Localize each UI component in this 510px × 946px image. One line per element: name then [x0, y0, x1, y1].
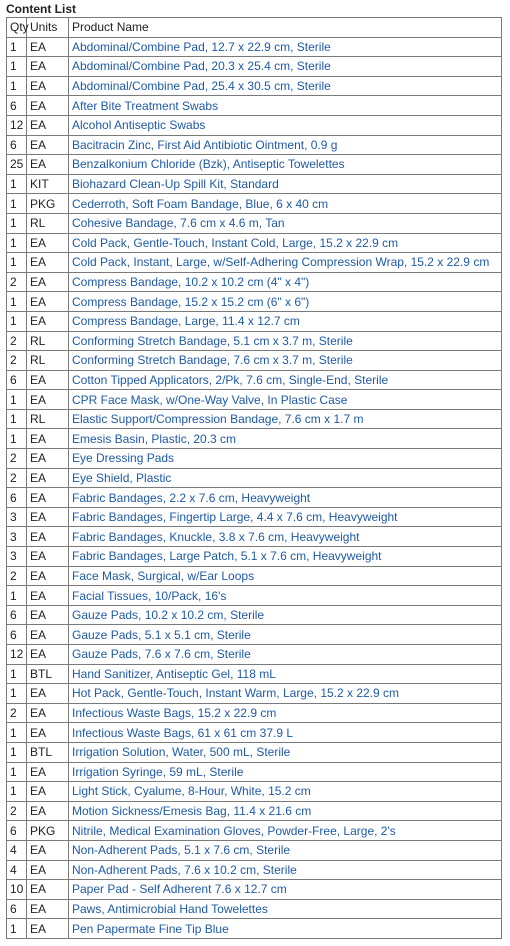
row-qty: 2 — [7, 331, 27, 351]
row-qty: 1 — [7, 213, 27, 233]
row-units: EA — [27, 272, 69, 292]
row-units: EA — [27, 429, 69, 449]
row-qty: 6 — [7, 899, 27, 919]
row-qty: 6 — [7, 370, 27, 390]
row-qty: 1 — [7, 664, 27, 684]
row-units: EA — [27, 527, 69, 547]
product-link[interactable]: Light Stick, Cyalume, 8-Hour, White, 15.2 cm — [72, 784, 311, 799]
row-product-cell — [69, 155, 502, 175]
row-product-cell — [69, 586, 502, 606]
row-product-cell — [69, 213, 502, 233]
row-product-cell — [69, 664, 502, 684]
table-row — [7, 468, 502, 488]
row-product-cell — [69, 625, 502, 645]
table-row — [7, 351, 502, 371]
table-header-row — [7, 18, 502, 38]
row-qty: 3 — [7, 547, 27, 567]
table-row — [7, 409, 502, 429]
row-product-cell — [69, 605, 502, 625]
row-qty: 1 — [7, 194, 27, 214]
table-row — [7, 625, 502, 645]
table-row — [7, 370, 502, 390]
row-product-cell — [69, 527, 502, 547]
row-qty: 1 — [7, 684, 27, 704]
row-qty: 2 — [7, 272, 27, 292]
table-row — [7, 586, 502, 606]
row-product-cell — [69, 370, 502, 390]
table-row — [7, 194, 502, 214]
row-units: EA — [27, 468, 69, 488]
row-product-cell — [69, 782, 502, 802]
table-row — [7, 233, 502, 253]
product-link[interactable]: After Bite Treatment Swabs — [72, 98, 219, 113]
row-units: EA — [27, 899, 69, 919]
row-units: EA — [27, 605, 69, 625]
row-units: EA — [27, 37, 69, 57]
table-row — [7, 213, 502, 233]
row-units: RL — [27, 409, 69, 429]
table-row — [7, 840, 502, 860]
product-link[interactable]: CPR Face Mask, w/One-Way Valve, In Plastic Case — [72, 392, 348, 407]
row-product-cell — [69, 253, 502, 273]
product-link[interactable]: Emesis Basin, Plastic, 20.3 cm — [72, 431, 237, 446]
row-units: EA — [27, 919, 69, 939]
row-qty: 6 — [7, 488, 27, 508]
table-row — [7, 899, 502, 919]
row-qty: 2 — [7, 703, 27, 723]
row-qty: 2 — [7, 351, 27, 371]
row-units: EA — [27, 135, 69, 155]
table-row — [7, 664, 502, 684]
table-row — [7, 76, 502, 96]
product-link[interactable]: Cold Pack, Gentle-Touch, Instant Cold, Large, 15.2 x 22.9 cm — [72, 235, 399, 250]
table-row — [7, 762, 502, 782]
row-qty: 1 — [7, 390, 27, 410]
row-units: EA — [27, 76, 69, 96]
table-row — [7, 801, 502, 821]
row-product-cell — [69, 468, 502, 488]
row-units: EA — [27, 880, 69, 900]
product-link[interactable]: Bacitracin Zinc, First Aid Antibiotic Ointment, 0.9 g — [72, 137, 338, 152]
row-units: EA — [27, 625, 69, 645]
row-qty: 2 — [7, 449, 27, 469]
row-qty: 1 — [7, 919, 27, 939]
product-link[interactable]: Compress Bandage, 10.2 x 10.2 cm (4" x 4") — [72, 275, 310, 290]
row-product-cell — [69, 821, 502, 841]
product-link[interactable]: Irrigation Syringe, 59 mL, Sterile — [72, 764, 244, 779]
row-qty: 4 — [7, 840, 27, 860]
table-row — [7, 390, 502, 410]
row-product-cell — [69, 507, 502, 527]
row-product-cell — [69, 566, 502, 586]
table-row — [7, 507, 502, 527]
table-row — [7, 57, 502, 77]
row-units: EA — [27, 801, 69, 821]
row-units: EA — [27, 645, 69, 665]
product-link[interactable]: Alcohol Antiseptic Swabs — [72, 118, 206, 133]
row-qty: 1 — [7, 762, 27, 782]
row-product-cell — [69, 351, 502, 371]
row-product-cell — [69, 292, 502, 312]
product-link[interactable]: Cold Pack, Instant, Large, w/Self-Adhering Compression Wrap, 15.2 x 22.9 cm — [72, 255, 490, 270]
product-link[interactable]: Paper Pad - Self Adherent 7.6 x 12.7 cm — [72, 882, 287, 897]
row-product-cell — [69, 76, 502, 96]
row-product-cell — [69, 96, 502, 116]
product-link[interactable]: Elastic Support/Compression Bandage, 7.6 cm x 1.7 m — [72, 412, 364, 427]
product-link[interactable]: Face Mask, Surgical, w/Ear Loops — [72, 568, 255, 583]
row-product-cell — [69, 899, 502, 919]
row-units: EA — [27, 96, 69, 116]
product-link[interactable]: Fabric Bandages, Knuckle, 3.8 x 7.6 cm, Heavyweight — [72, 529, 360, 544]
row-qty: 6 — [7, 135, 27, 155]
row-units: PKG — [27, 194, 69, 214]
product-link[interactable]: Compress Bandage, 15.2 x 15.2 cm (6" x 6") — [72, 294, 310, 309]
row-qty: 1 — [7, 311, 27, 331]
row-units: EA — [27, 547, 69, 567]
product-link[interactable]: Irrigation Solution, Water, 500 mL, Sterile — [72, 745, 291, 760]
product-link[interactable]: Biohazard Clean-Up Spill Kit, Standard — [72, 177, 279, 192]
table-row — [7, 742, 502, 762]
table-row — [7, 311, 502, 331]
row-product-cell — [69, 488, 502, 508]
row-qty: 1 — [7, 292, 27, 312]
row-units: EA — [27, 57, 69, 77]
row-qty: 2 — [7, 468, 27, 488]
row-qty: 6 — [7, 96, 27, 116]
row-product-cell — [69, 233, 502, 253]
row-qty: 1 — [7, 57, 27, 77]
product-link[interactable]: Conforming Stretch Bandage, 7.6 cm x 3.7 m, Sterile — [72, 353, 353, 368]
product-link[interactable]: Abdominal/Combine Pad, 25.4 x 30.5 cm, Sterile — [72, 79, 331, 94]
row-product-cell — [69, 723, 502, 743]
product-link[interactable]: Nitrile, Medical Examination Gloves, Powder-Free, Large, 2's — [72, 823, 396, 838]
row-units: EA — [27, 860, 69, 880]
content-table — [6, 17, 502, 939]
row-units: EA — [27, 115, 69, 135]
row-product-cell — [69, 742, 502, 762]
product-link[interactable]: Compress Bandage, Large, 11.4 x 12.7 cm — [72, 314, 300, 329]
row-units: EA — [27, 311, 69, 331]
table-row — [7, 429, 502, 449]
product-link[interactable]: Fabric Bandages, 2.2 x 7.6 cm, Heavyweight — [72, 490, 311, 505]
table-row — [7, 860, 502, 880]
table-row — [7, 174, 502, 194]
row-product-cell — [69, 547, 502, 567]
row-product-cell — [69, 860, 502, 880]
table-row — [7, 488, 502, 508]
row-qty: 2 — [7, 801, 27, 821]
column-header-product-name: Product Name — [69, 18, 502, 38]
product-link[interactable]: Abdominal/Combine Pad, 12.7 x 22.9 cm, Sterile — [72, 39, 331, 54]
table-row — [7, 96, 502, 116]
table-row — [7, 566, 502, 586]
row-qty: 1 — [7, 409, 27, 429]
product-link[interactable]: Gauze Pads, 5.1 x 5.1 cm, Sterile — [72, 627, 251, 642]
row-units: BTL — [27, 664, 69, 684]
product-link[interactable]: Gauze Pads, 10.2 x 10.2 cm, Sterile — [72, 608, 265, 623]
row-qty: 12 — [7, 645, 27, 665]
row-product-cell — [69, 429, 502, 449]
table-row — [7, 723, 502, 743]
product-link[interactable]: Eye Shield, Plastic — [72, 470, 172, 485]
product-link[interactable]: Benzalkonium Chloride (Bzk), Antiseptic Towelettes — [72, 157, 345, 172]
row-product-cell — [69, 703, 502, 723]
row-qty: 1 — [7, 586, 27, 606]
row-product-cell — [69, 115, 502, 135]
row-units: EA — [27, 253, 69, 273]
table-row — [7, 919, 502, 939]
row-units: EA — [27, 390, 69, 410]
row-product-cell — [69, 57, 502, 77]
row-units: EA — [27, 762, 69, 782]
row-qty: 2 — [7, 566, 27, 586]
row-units: EA — [27, 703, 69, 723]
table-row — [7, 331, 502, 351]
row-qty: 1 — [7, 742, 27, 762]
table-row — [7, 292, 502, 312]
row-product-cell — [69, 174, 502, 194]
row-product-cell — [69, 919, 502, 939]
row-units: KIT — [27, 174, 69, 194]
row-units: BTL — [27, 742, 69, 762]
row-units: EA — [27, 684, 69, 704]
row-product-cell — [69, 409, 502, 429]
row-units: EA — [27, 723, 69, 743]
product-link[interactable]: Cotton Tipped Applicators, 2/Pk, 7.6 cm, Single-End, Sterile — [72, 372, 389, 387]
row-units: RL — [27, 213, 69, 233]
row-qty: 1 — [7, 76, 27, 96]
product-link[interactable]: Motion Sickness/Emesis Bag, 11.4 x 21.6 cm — [72, 804, 312, 819]
product-link[interactable]: Non-Adherent Pads, 5.1 x 7.6 cm, Sterile — [72, 843, 291, 858]
product-link[interactable]: Gauze Pads, 7.6 x 7.6 cm, Sterile — [72, 647, 251, 662]
table-row — [7, 155, 502, 175]
row-qty: 1 — [7, 782, 27, 802]
product-link[interactable]: Infectious Waste Bags, 15.2 x 22.9 cm — [72, 706, 277, 721]
product-link[interactable]: Non-Adherent Pads, 7.6 x 10.2 cm, Sterile — [72, 862, 297, 877]
table-row — [7, 684, 502, 704]
product-link[interactable]: Fabric Bandages, Fingertip Large, 4.4 x 7.6 cm, Heavyweight — [72, 510, 398, 525]
table-row — [7, 645, 502, 665]
row-product-cell — [69, 390, 502, 410]
row-product-cell — [69, 37, 502, 57]
table-row — [7, 253, 502, 273]
table-row — [7, 547, 502, 567]
row-units: EA — [27, 449, 69, 469]
row-units: EA — [27, 488, 69, 508]
product-link[interactable]: Cohesive Bandage, 7.6 cm x 4.6 m, Tan — [72, 216, 285, 231]
table-row — [7, 272, 502, 292]
row-product-cell — [69, 311, 502, 331]
row-product-cell — [69, 840, 502, 860]
product-link[interactable]: Hot Pack, Gentle-Touch, Instant Warm, Large, 15.2 x 22.9 cm — [72, 686, 400, 701]
row-units: EA — [27, 586, 69, 606]
table-row — [7, 135, 502, 155]
table-row — [7, 821, 502, 841]
row-units: PKG — [27, 821, 69, 841]
row-qty: 25 — [7, 155, 27, 175]
table-row — [7, 115, 502, 135]
product-link[interactable]: Eye Dressing Pads — [72, 451, 175, 466]
row-qty: 6 — [7, 605, 27, 625]
row-qty: 1 — [7, 429, 27, 449]
row-units: EA — [27, 370, 69, 390]
product-link[interactable]: Infectious Waste Bags, 61 x 61 cm 37.9 L — [72, 725, 294, 740]
product-link[interactable]: Cederroth, Soft Foam Bandage, Blue, 6 x 40 cm — [72, 196, 329, 211]
row-product-cell — [69, 801, 502, 821]
row-product-cell — [69, 880, 502, 900]
row-qty: 6 — [7, 821, 27, 841]
product-link[interactable]: Abdominal/Combine Pad, 20.3 x 25.4 cm, Sterile — [72, 59, 331, 74]
row-product-cell — [69, 645, 502, 665]
row-units: EA — [27, 566, 69, 586]
row-qty: 1 — [7, 233, 27, 253]
row-units: RL — [27, 331, 69, 351]
row-units: EA — [27, 507, 69, 527]
row-qty: 4 — [7, 860, 27, 880]
row-product-cell — [69, 762, 502, 782]
product-link[interactable]: Pen Papermate Fine Tip Blue — [72, 921, 229, 936]
product-link[interactable]: Conforming Stretch Bandage, 5.1 cm x 3.7 m, Sterile — [72, 333, 353, 348]
column-header-qty: Qty — [7, 18, 27, 38]
row-qty: 1 — [7, 253, 27, 273]
table-row — [7, 605, 502, 625]
content-list-title: Content List — [6, 2, 76, 16]
product-link[interactable]: Paws, Antimicrobial Hand Towelettes — [72, 902, 268, 917]
row-qty: 10 — [7, 880, 27, 900]
row-product-cell — [69, 449, 502, 469]
row-qty: 1 — [7, 37, 27, 57]
product-link[interactable]: Facial Tissues, 10/Pack, 16's — [72, 588, 227, 603]
row-qty: 1 — [7, 174, 27, 194]
row-product-cell — [69, 194, 502, 214]
table-row — [7, 880, 502, 900]
row-units: EA — [27, 782, 69, 802]
table-row — [7, 782, 502, 802]
row-product-cell — [69, 272, 502, 292]
row-units: EA — [27, 292, 69, 312]
row-units: EA — [27, 840, 69, 860]
table-row — [7, 527, 502, 547]
row-units: RL — [27, 351, 69, 371]
row-units: EA — [27, 233, 69, 253]
row-qty: 12 — [7, 115, 27, 135]
table-row — [7, 449, 502, 469]
row-product-cell — [69, 331, 502, 351]
row-units: EA — [27, 155, 69, 175]
table-row — [7, 703, 502, 723]
column-header-units: Units — [27, 18, 69, 38]
row-qty: 6 — [7, 625, 27, 645]
row-qty: 1 — [7, 723, 27, 743]
row-qty: 3 — [7, 527, 27, 547]
product-link[interactable]: Fabric Bandages, Large Patch, 5.1 x 7.6 cm, Heavyweight — [72, 549, 382, 564]
row-product-cell — [69, 684, 502, 704]
row-qty: 3 — [7, 507, 27, 527]
table-row — [7, 37, 502, 57]
product-link[interactable]: Hand Sanitizer, Antiseptic Gel, 118 mL — [72, 666, 276, 681]
row-product-cell — [69, 135, 502, 155]
